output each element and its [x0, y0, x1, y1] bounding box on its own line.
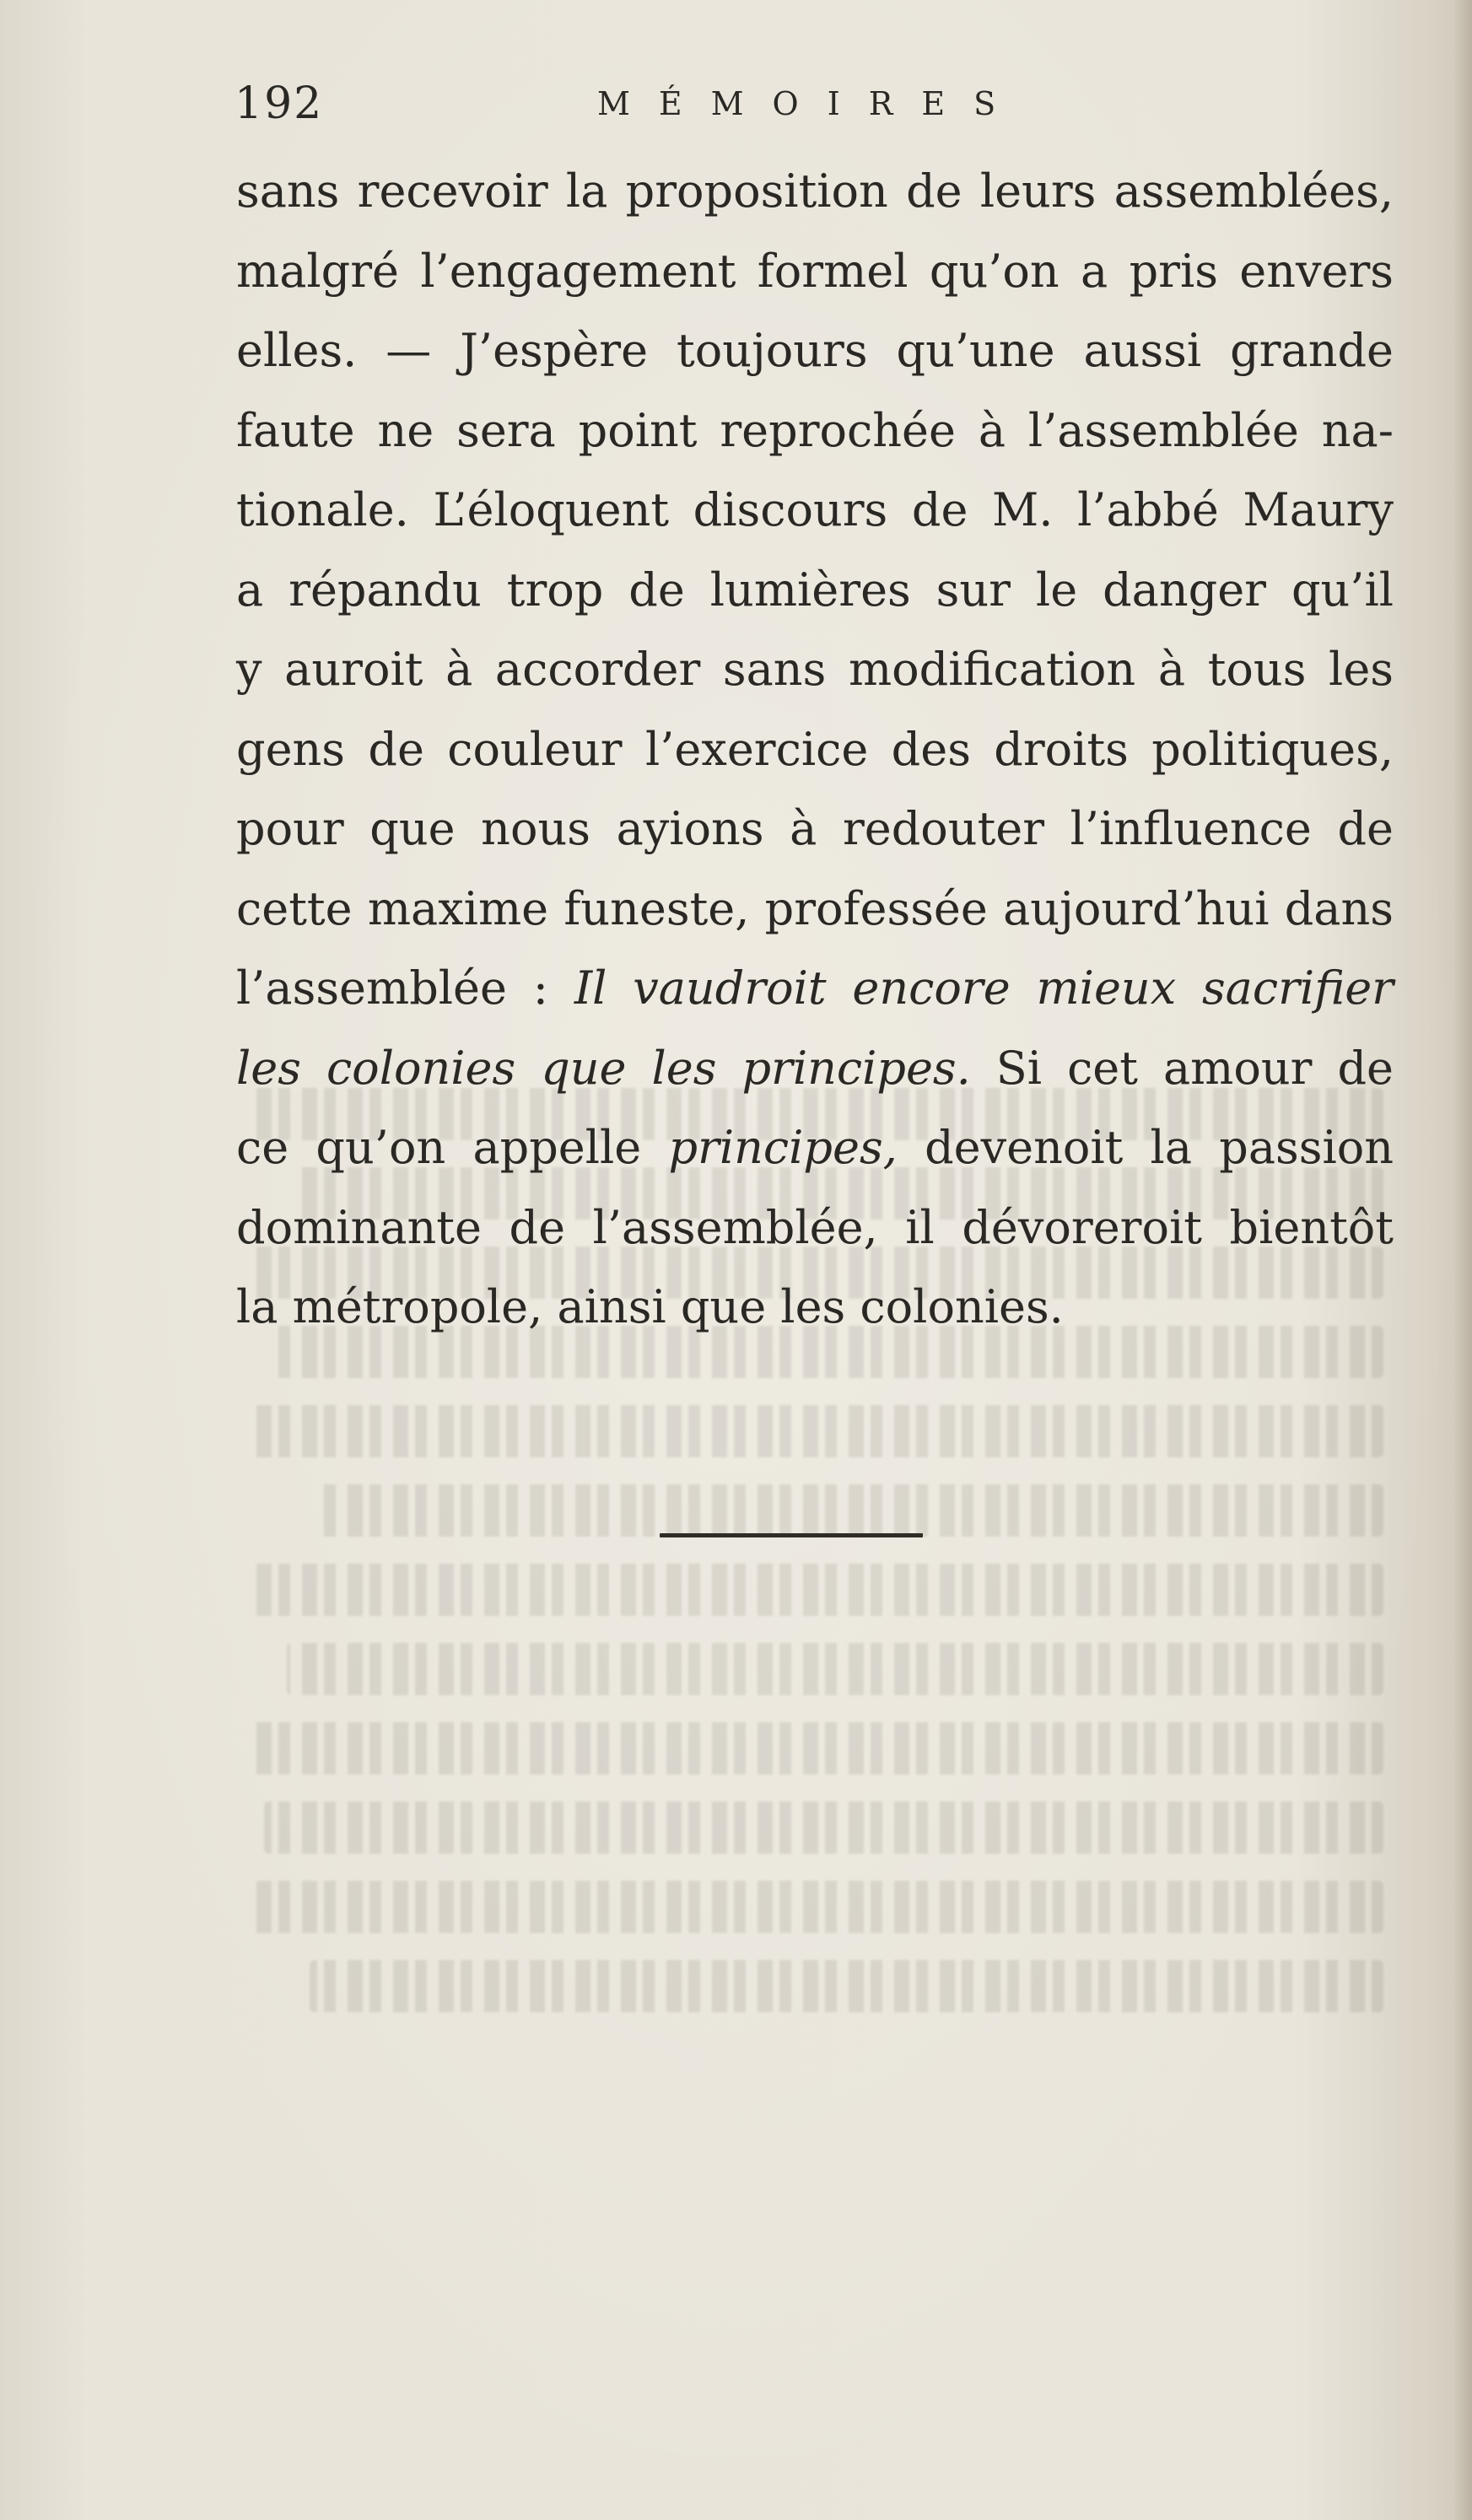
text-line: [236, 391, 1394, 471]
text-segment: elles. — J’espère toujours qu’une aussi grande: [236, 324, 1394, 377]
text-line: [236, 152, 1394, 232]
text-segment: devenoit la passion: [897, 1121, 1394, 1174]
text-line: [236, 710, 1394, 790]
text-segment: l’assemblée :: [236, 961, 574, 1015]
text-segment: y auroit à accorder sans modification à tous les: [236, 643, 1394, 696]
text-segment: a répandu trop de lumières sur le danger qu’il: [236, 563, 1394, 617]
text-line: [236, 949, 1394, 1029]
body-text: [236, 152, 1394, 1348]
text-segment: cette maxime funeste, professée aujourd’hui dans: [236, 881, 1394, 935]
text-line: [236, 471, 1394, 551]
section-divider-rule: [660, 1533, 923, 1537]
text-segment: Si cet amour de: [970, 1041, 1394, 1095]
text-line: [236, 551, 1394, 631]
running-title: MÉMOIRES: [597, 85, 1025, 122]
text-segment: la métropole, ainsi que les colonies.: [236, 1280, 1064, 1333]
italic-text-segment: les colonies que les principes.: [236, 1041, 971, 1095]
text-segment: faute ne sera point reprochée à l’assemblée na-: [236, 403, 1394, 457]
text-line: [236, 232, 1394, 312]
text-segment: ce qu’on appelle: [236, 1121, 669, 1174]
running-header: [235, 74, 1390, 133]
text-line: [236, 1268, 1394, 1348]
text-line: [236, 870, 1394, 950]
italic-text-segment: Il vaudroit encore mieux sacrifier: [574, 961, 1394, 1015]
text-segment: malgré l’engagement formel qu’on a pris envers: [236, 244, 1394, 298]
text-segment: dominante de l’assemblée, il dévoreroit bientôt: [236, 1200, 1394, 1254]
text-line: [236, 1188, 1394, 1268]
text-line: [236, 789, 1394, 870]
page-number: 192: [235, 78, 324, 129]
italic-text-segment: principes,: [668, 1121, 898, 1174]
text-line: [236, 311, 1394, 391]
page-edge-shadow: [1453, 0, 1472, 2520]
text-segment: sans recevoir la proposition de leurs assemblées,: [236, 164, 1394, 218]
text-line: [236, 1108, 1394, 1188]
text-segment: tionale. L’éloquent discours de M. l’abbé Maury: [236, 483, 1394, 536]
text-segment: pour que nous ayions à redouter l’influence de: [236, 802, 1394, 855]
text-line: [236, 1029, 1394, 1109]
text-line: [236, 630, 1394, 710]
text-segment: gens de couleur l’exercice des droits politiques,: [236, 722, 1394, 776]
